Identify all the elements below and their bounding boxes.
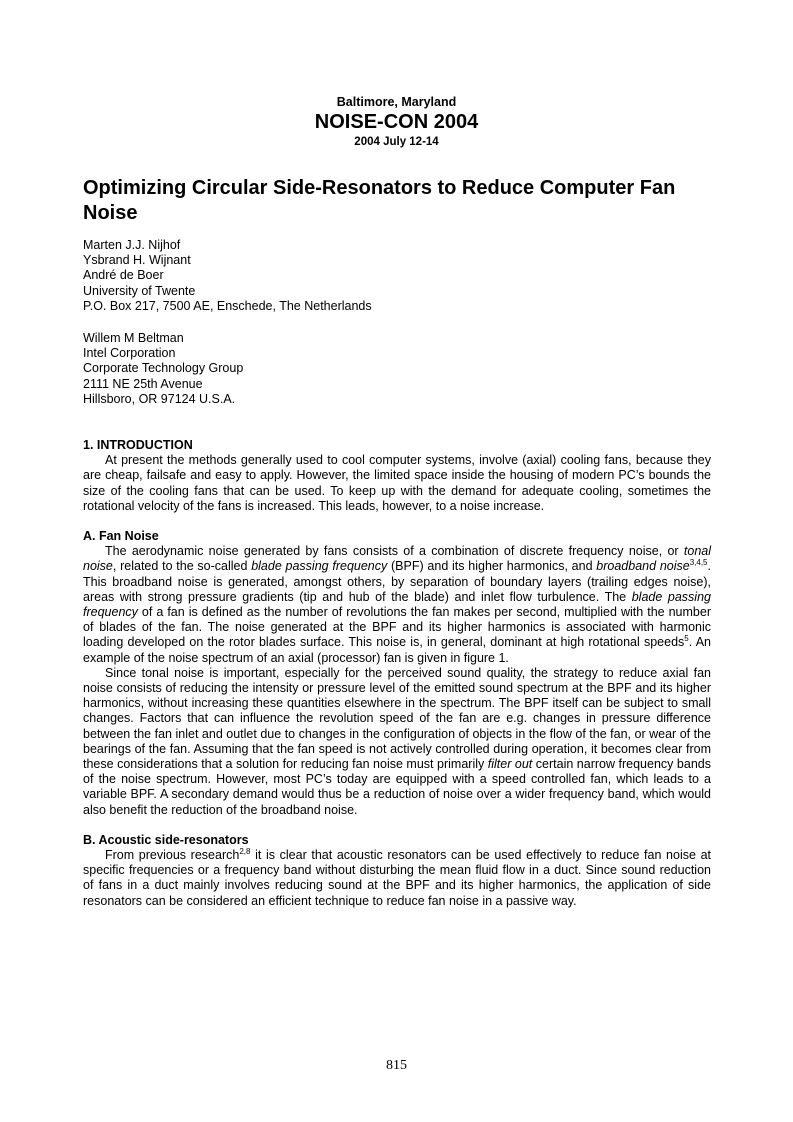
- conference-name: NOISE-CON 2004: [314, 111, 479, 133]
- section-heading-side-resonators: B. Acoustic side-resonators: [83, 832, 249, 847]
- conference-date: 2004 July 12-14: [354, 136, 439, 148]
- address-line: Hillsboro, OR 97124 U.S.A.: [83, 391, 236, 406]
- fan-noise-paragraph-1: The aerodynamic noise generated by fans consists of a combination of discrete frequency noise, or tonal noise, related to the so-called blade passing frequency (BPF) and its higher harmonics, and broadband noise$^{3,4,5}$. This broadband noise is generated, amongst others, by separation of boundary layers (trailing edges noise), areas with strong pressure gradients (tip and hub of the blade) and inlet flow turbulence. The blade passing frequency of a fan is defined as the number of revolutions the fan makes per second, multiplied with the number of blades of the fan. The noise generated at the BPF and its higher harmonics is associated with harmonic loading developed on the rotor blades surface. This noise is, in general, dominant at high rotational speeds$^5$. An example of the noise spectrum of an axial (processor) fan is given in figure 1.: [83, 544, 712, 665]
- author-block-intel: [83, 331, 243, 407]
- affiliation-line: Intel Corporation: [83, 346, 176, 361]
- author-line: André de Boer: [83, 268, 164, 283]
- affiliation-line: Corporate Technology Group: [83, 361, 244, 376]
- section-heading-introduction: 1. INTRODUCTION: [83, 438, 193, 452]
- fan-noise-paragraph-2: Since tonal noise is important, especially for the perceived sound quality, the strategy to reduce axial fan noise consists of reducing the intensity or pressure level of the emitted sound spectrum at the BPF and its higher harmonics, without increasing these quantities elsewhere in the spectrum. The BPF itself can be subject to small changes. Factors that can influence the revolution speed of the fan are e.g. changes in pressure difference between the fan inlet and outlet due to changes in the configuration of objects in the flow of the fan, or wear of the bearings of the fan. Assuming that the fan speed is not actively controlled during operation, it becomes clear from these considerations that a solution for reducing fan noise must primarily filter out certain narrow frequency bands of the noise spectrum. However, most PC’s today are equipped with a speed controlled fan, which leads to a variable BPF. A secondary demand would thus be a reduction of noise over a wider frequency band, which would also benefit the reduction of the broadband noise.: [83, 665, 711, 817]
- author-line: Marten J.J. Nijhof: [83, 238, 181, 252]
- address-line: 2111 NE 25th Avenue: [83, 376, 203, 391]
- author-line: Willem M Beltman: [83, 331, 184, 345]
- citation-ref: 5: [684, 634, 689, 644]
- conference-location: Baltimore, Maryland: [336, 95, 457, 109]
- paper-title: Optimizing Circular Side-Resonators to Reduce Computer Fan Noise: [83, 177, 676, 224]
- section-heading-fan-noise: A. Fan Noise: [83, 529, 159, 544]
- paper-body: [83, 438, 711, 909]
- citation-ref: 2,8: [239, 847, 251, 857]
- author-block-twente: [83, 238, 372, 314]
- page-number: 815: [386, 1058, 407, 1073]
- address-line: P.O. Box 217, 7500 AE, Enschede, The Netherlands: [83, 298, 372, 313]
- author-line: Ysbrand H. Wijnant: [83, 253, 191, 268]
- affiliation-line: University of Twente: [83, 283, 196, 298]
- citation-ref: 3,4,5: [689, 558, 708, 568]
- intro-paragraph: At present the methods generally used to cool computer systems, involve (axial) cooling fans, because they are cheap, failsafe and easy to apply. However, the limited space inside the housing of modern PC’s bounds the size of the cooling fans that can be used. To keep up with the demand for adequate cooling, sometimes the rotational velocity of the fans is increased. This leads, however, to a noise increase.: [83, 453, 711, 513]
- resonators-paragraph: From previous research$^{2,8}$ it is clear that acoustic resonators can be used effectively to reduce fan noise at specific frequencies or a frequency band without disturbing the mean fluid flow in a duct. Since sound reduction of fans in a duct mainly involves reducing sound at the BPF and its higher harmonics, the application of side resonators can be considered an efficient technique to reduce fan noise in a passive way.: [83, 847, 711, 908]
